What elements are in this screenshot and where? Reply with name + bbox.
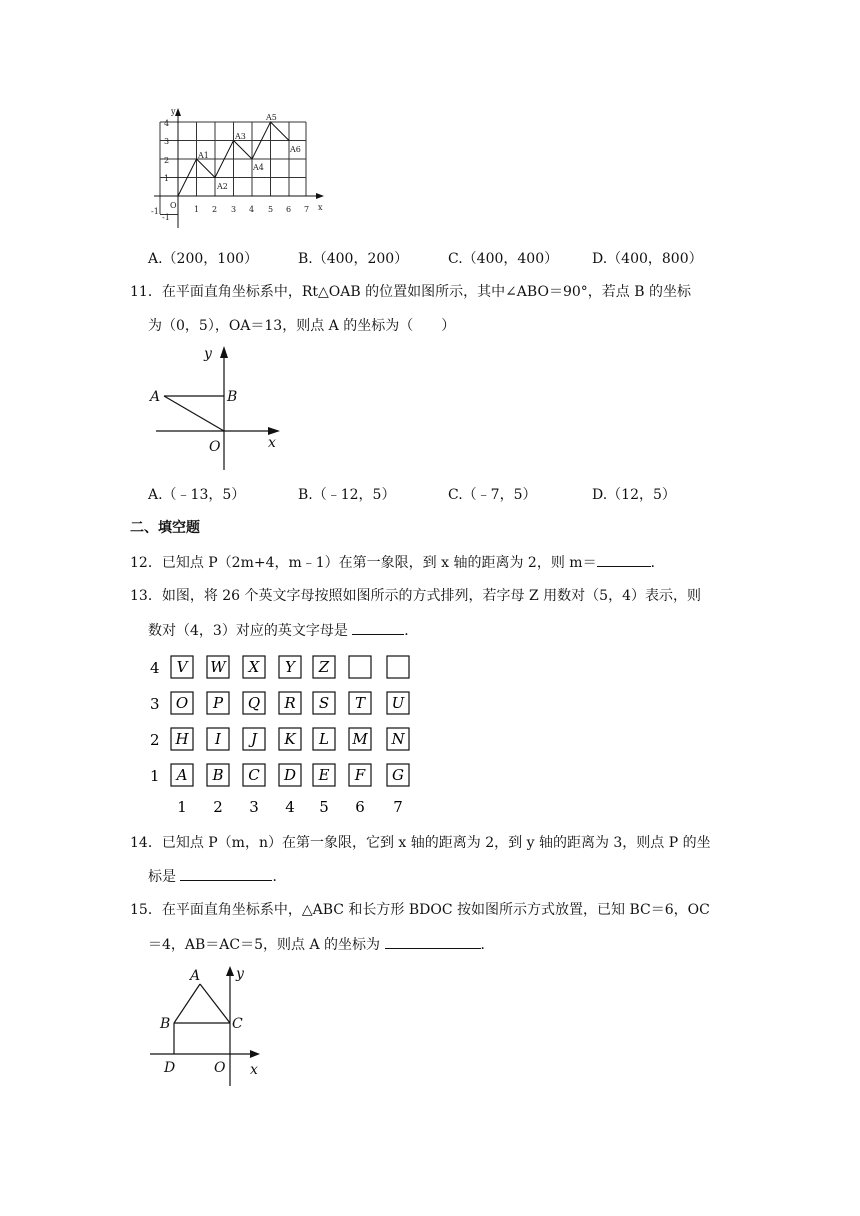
q13-letter: L [319,730,329,748]
q13-letter: Z [318,658,330,676]
q10-option-b: B.（400，200） [298,251,409,267]
q11-label-x: x [268,435,276,451]
q13-col-label: 5 [319,798,329,816]
q13-col-label: 2 [213,798,223,816]
q11-label-b: B [227,389,238,405]
q12-answer-blank[interactable] [597,552,651,567]
section-heading: 二、填空题 [130,520,200,536]
q10-option-d: D.（400，800） [592,251,703,267]
q15-text-line1: 15．在平面直角坐标系中，△ABC 和长方形 BDOC 按如图所示方式放置，已知 BC＝6，OC [130,902,710,918]
q15-text-line2 [148,934,495,955]
q13-col-label: 3 [249,798,259,816]
q12-question: 12．已知点 P（2m+4，m﹣1）在第一象限，到 x 轴的距离为 2，则 m＝ [130,555,597,571]
q13-letter: N [391,730,405,748]
q15-end: ． [480,937,495,953]
q13-letter: D [283,766,297,784]
q13-letter: M [352,730,368,748]
q14-text-line1: 14．已知点 P（m，n）在第一象限，它到 x 轴的距离为 2，到 y 轴的距离为 3，则点 P 的坐 [130,835,711,851]
q14-question: 标是 [148,869,181,885]
q13-letter: R [284,694,296,712]
q11-label-y: y [204,346,212,362]
q10-point-label: A6 [290,145,301,154]
q12-text [130,552,665,573]
q10-xtick: 2 [212,205,218,214]
q11-label-a: A [150,389,161,405]
q13-letter-box [387,656,409,678]
q10-option-c: C.（400，400） [448,251,559,267]
q10-ytick: -1 [162,213,170,222]
q13-letter: I [215,730,221,748]
q13-end: ． [404,623,419,639]
q13-letter: C [248,766,260,784]
q10-x-axis-label: x [318,203,323,212]
q10-xtick: 4 [249,205,255,214]
q10-xtick: -1 [151,207,159,216]
q11-option-b: B.（﹣12，5） [298,487,396,503]
q14-end: ． [272,869,287,885]
q10-origin-label: O [170,201,177,210]
q13-letter: Q [247,694,261,712]
q15-label-d: D [164,1060,176,1076]
q13-question: 数对（4，3）对应的英文字母是 [148,623,353,639]
q15-answer-blank[interactable] [385,934,481,949]
q15-label-y: y [236,966,244,982]
q13-letter: W [210,658,226,676]
q13-col-label: 6 [355,798,365,816]
q13-letter: J [250,730,258,748]
q13-letter: V [176,658,188,676]
q13-letter: F [354,766,366,784]
q13-letter: Y [285,658,295,676]
q11-text-line2: 为（0，5），OA＝13，则点 A 的坐标为（ ） [148,318,456,334]
q13-letter: G [392,766,404,784]
q13-letter: T [354,694,366,712]
q10-y-axis-label: y [171,107,176,116]
q10-ytick: 3 [164,137,170,146]
q11-label-o: O [209,439,221,455]
q13-answer-blank[interactable] [352,620,404,635]
q13-col-label: 7 [393,798,403,816]
q13-letter: O [175,694,189,712]
q15-label-x: x [250,1062,258,1078]
q12-end: ． [650,555,665,571]
q15-label-b: B [160,1016,171,1032]
q13-letter: S [318,694,330,712]
q10-point-label: A1 [198,151,209,160]
q10-xtick: 5 [268,205,274,214]
q13-letter: K [284,730,296,748]
q10-ytick: 1 [164,174,170,183]
q10-xtick: 3 [231,205,237,214]
q10-point-label: A5 [266,113,277,122]
q10-ytick: 2 [164,156,170,165]
q11-option-d: D.（12，5） [592,487,676,503]
q10-point-label: A4 [253,163,264,172]
q13-letter: U [391,694,405,712]
q13-col-label: 4 [285,798,295,816]
q11-figure [148,340,288,472]
q11-option-a: A.（﹣13，5） [148,487,246,503]
q14-text-line2 [148,866,286,887]
q13-letter: H [175,730,189,748]
q14-answer-blank[interactable] [180,866,272,881]
q13-letter: A [176,766,188,784]
q10-xtick: 1 [194,205,200,214]
q13-letter-box [349,656,371,678]
q13-letter-grid [144,650,424,818]
q13-letter: P [212,694,224,712]
q15-question: ＝4，AB＝AC＝5，则点 A 的坐标为 [148,937,385,953]
q13-row-label: 4 [150,659,160,677]
q13-text-line2 [148,620,418,641]
q10-point-label: A3 [235,132,246,141]
q13-row-label: 1 [150,767,160,785]
q13-col-label: 1 [177,798,187,816]
q15-figure [148,962,276,1088]
q13-row-label: 3 [150,695,160,713]
q10-graph [148,106,334,230]
q15-label-o: O [214,1060,226,1076]
q15-label-c: C [232,1016,243,1032]
q10-xtick: 7 [304,205,310,214]
q15-label-a: A [190,968,201,984]
q10-xtick: 6 [286,205,292,214]
q11-option-c: C.（﹣7，5） [448,487,537,503]
q13-row-label: 2 [150,731,160,749]
q10-ytick: 4 [164,119,170,128]
q13-text-line1: 13．如图，将 26 个英文字母按照如图所示的方式排列，若字母 Z 用数对（5，4）表示，则 [130,588,701,604]
q10-point-label: A2 [217,182,228,191]
q13-letter: B [212,766,224,784]
q13-letter: E [318,766,330,784]
q13-letter: X [248,658,260,676]
q10-option-a: A.（200，100） [148,251,259,267]
q11-text-line1: 11．在平面直角坐标系中，Rt△OAB 的位置如图所示，其中∠ABO＝90°，若点 B 的坐标 [130,284,691,300]
